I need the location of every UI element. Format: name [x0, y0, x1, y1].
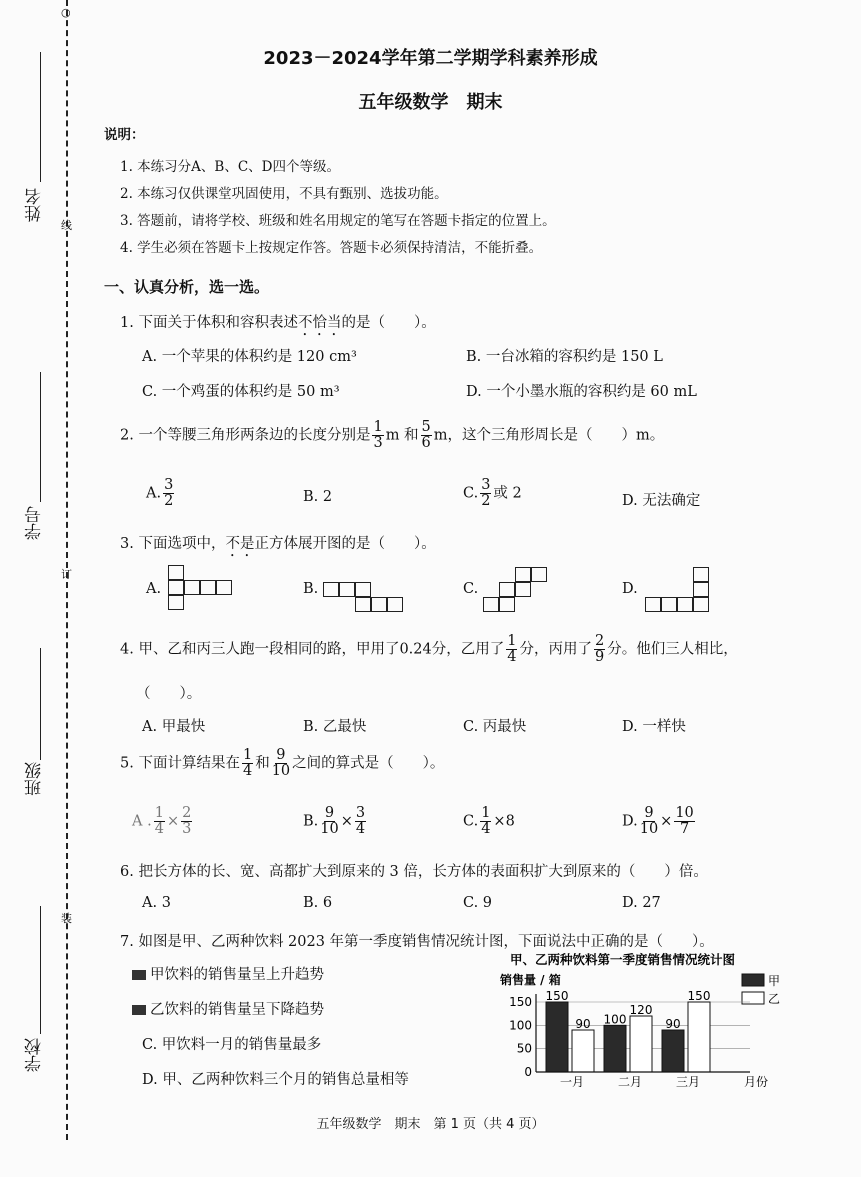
- chart-x-tick: 三月: [675, 1075, 701, 1089]
- q2-option-b[interactable]: B. 2: [303, 489, 333, 505]
- chart-y-tick: 150: [509, 995, 532, 1009]
- binding-mark-order: 订: [61, 568, 72, 581]
- chart-x-tick: 一月: [559, 1075, 585, 1089]
- school-field-line[interactable]: [40, 906, 41, 1034]
- q5-option-c[interactable]: C. $\frac{1}{4}$ ×8: [463, 805, 515, 838]
- section-heading: 一、认真分析，选一选。: [104, 278, 270, 296]
- chart-bar: [604, 1025, 626, 1072]
- q6-option-c[interactable]: C. 9: [463, 895, 493, 911]
- q3-option-c[interactable]: C.: [463, 581, 479, 597]
- q7-option-c[interactable]: C. 甲饮料一月的销售量最多: [142, 1037, 322, 1053]
- binding-mark-pack: 装: [61, 912, 72, 925]
- question-2: 2. 一个等腰三角形两条边的长度分别是 $\frac{1}{3}$ m 和 $\frac{5}{6}$ m，这个三角形周长是（ ）m。: [120, 419, 665, 452]
- chart-bar: [572, 1030, 594, 1072]
- q1-option-a[interactable]: A. 一个苹果的体积约是 120 cm³: [142, 349, 357, 365]
- q7-option-b[interactable]: 乙饮料的销售量呈下降趋势: [132, 998, 324, 1019]
- chart-x-tick: 二月: [617, 1075, 643, 1089]
- q5-option-b[interactable]: B. $\frac{9}{10}$ × $\frac{3}{4}$: [303, 805, 366, 838]
- question-4: 4. 甲、乙和丙三人跑一段相同的路，甲用了0.24分，乙用了 $\frac{1}{4}$ 分，丙用了 $\frac{2}{9}$ 分。他们三人相比，: [120, 633, 738, 666]
- q3-option-b[interactable]: B.: [303, 581, 319, 597]
- question-3: 3. 下面选项中，不是正方体展开图的是（ ）。: [120, 536, 436, 552]
- chart-bar: [662, 1030, 684, 1072]
- q3-option-a[interactable]: A.: [146, 581, 162, 597]
- note-item: 3. 答题前，请将学校、班级和姓名用规定的笔写在答题卡指定的位置上。: [120, 213, 556, 229]
- q4-option-c[interactable]: C. 丙最快: [463, 719, 527, 735]
- school-field-label: 学校: [25, 1038, 45, 1072]
- crossed-out-mark-icon: [132, 970, 146, 980]
- q4-option-d[interactable]: D. 一样快: [622, 719, 686, 735]
- chart-data-label: 120: [629, 1003, 653, 1017]
- name-field-label: 姓名: [25, 188, 45, 222]
- chart-data-label: 100: [603, 1012, 627, 1027]
- number-field-line[interactable]: [40, 372, 41, 502]
- chart-y-tick: 100: [509, 1018, 532, 1033]
- chart-legend: [742, 974, 780, 1006]
- notes-label: 说明：: [104, 127, 145, 143]
- exam-subtitle: 五年级数学 期末: [358, 92, 503, 113]
- chart-bar: [546, 1002, 568, 1072]
- q1-option-b[interactable]: B. 一台冰箱的容积约是 150 L: [466, 349, 663, 365]
- chart-y-label: 销售量 / 箱: [500, 973, 561, 987]
- q7-option-d[interactable]: D. 甲、乙两种饮料三个月的销售总量相等: [142, 1072, 409, 1088]
- answer-blank[interactable]: （ ）。: [136, 686, 202, 702]
- question-5: 5. 下面计算结果在 $\frac{1}{4}$ 和 $\frac{9}{10}$ 之间的算式是（ ）。: [120, 747, 445, 780]
- chart-data-label: 90: [575, 1017, 591, 1031]
- note-item: 1. 本练习分A、B、C、D四个等级。: [120, 159, 340, 175]
- chart-y-tick: 50: [516, 1041, 532, 1056]
- chart-data-label: 150: [687, 989, 711, 1003]
- q3-option-d[interactable]: D.: [622, 581, 638, 597]
- class-field-label: 班级: [25, 762, 45, 796]
- binding-mark-line: 线: [61, 219, 72, 232]
- q6-option-d[interactable]: D. 27: [622, 895, 661, 911]
- crossed-out-mark-icon: [132, 1005, 146, 1015]
- chart-title: 甲、乙两种饮料第一季度销售情况统计图: [510, 952, 736, 967]
- binding-circle-icon: ○: [61, 6, 71, 19]
- chart-legend-label: 乙: [768, 992, 781, 1006]
- q6-option-b[interactable]: B. 6: [303, 895, 333, 911]
- q1-option-c[interactable]: C. 一个鸡蛋的体积约是 50 m³: [142, 384, 340, 400]
- question-1: 1. 下面关于体积和容积表述不恰当的是（ ）。: [120, 315, 436, 331]
- q6-option-a[interactable]: A. 3: [142, 895, 171, 911]
- q5-option-d[interactable]: D. $\frac{9}{10}$ × $\frac{10}{7}$: [622, 805, 694, 838]
- chart-legend-swatch: [742, 974, 764, 986]
- chart-legend-label: 甲: [768, 974, 781, 988]
- class-field-line[interactable]: [40, 648, 41, 760]
- q2-option-d[interactable]: D. 无法确定: [622, 493, 701, 509]
- q2-option-c[interactable]: C. $\frac{3}{2}$ 或 2: [463, 477, 522, 510]
- q2-option-a[interactable]: A. $\frac{3}{2}$: [146, 477, 174, 510]
- q5-option-a[interactable]: A . $\frac{1}{4}$ × $\frac{2}{3}$: [132, 805, 192, 838]
- chart-data-label: 150: [545, 989, 569, 1003]
- q7-option-a[interactable]: 甲饮料的销售量呈上升趋势: [132, 963, 324, 984]
- chart-bar: [630, 1016, 652, 1072]
- chart-data-label: 90: [665, 1017, 681, 1031]
- page-footer: 五年级数学 期末 第 1 页（共 4 页）: [316, 1117, 545, 1132]
- exam-title: 2023－2024学年第二学期学科素养形成: [263, 48, 598, 69]
- number-field-label: 学号: [25, 506, 45, 540]
- note-item: 4. 学生必须在答题卡上按规定作答。答题卡必须保持清洁，不能折叠。: [120, 240, 543, 256]
- question-6: 6. 把长方体的长、宽、高都扩大到原来的 3 倍，长方体的表面积扩大到原来的（ ）倍。: [120, 864, 708, 880]
- q4-option-a[interactable]: A. 甲最快: [142, 719, 206, 735]
- q1-option-d[interactable]: D. 一个小墨水瓶的容积约是 60 mL: [466, 384, 697, 400]
- chart-y-tick: 0: [524, 1065, 532, 1079]
- chart-x-label: 月份: [744, 1075, 769, 1089]
- q4-option-b[interactable]: B. 乙最快: [303, 719, 367, 735]
- question-7: 7. 如图是甲、乙两种饮料 2023 年第一季度销售情况统计图，下面说法中正确的是（ ）。: [120, 934, 714, 950]
- note-item: 2. 本练习仅供课堂巩固使用，不具有甄别、选拔功能。: [120, 186, 448, 202]
- chart-bar: [688, 1002, 710, 1072]
- sales-bar-chart: [498, 950, 798, 1090]
- name-field-line[interactable]: [40, 52, 41, 182]
